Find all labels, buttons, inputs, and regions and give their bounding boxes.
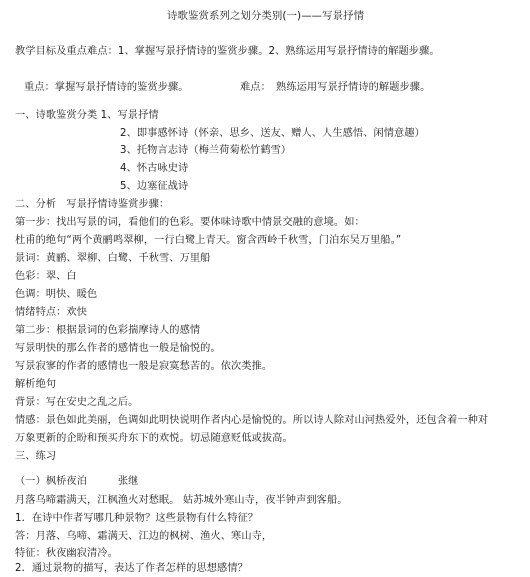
poem-text: 月落乌啼霜满天，江枫渔火对愁眠。 姑苏城外寒山寺，夜半钟声到客船。	[15, 495, 348, 506]
poetry-category-item: 2、即事感怀诗（怀亲、思乡、送友、赠人、人生感悟、闲情意趣）	[120, 128, 425, 139]
document-title: 诗歌鉴赏系列之划分类别(一)——写景抒情	[167, 10, 365, 22]
analysis-line: 背景：写在安史之乱之后。	[15, 397, 139, 408]
exercise-line: 1．在诗中作者写哪几种景物？这些景物有什么特征？	[15, 513, 259, 524]
analysis-line: 情绪特点：欢快	[15, 307, 88, 318]
difficulty-point: 难点： 熟练运用写景抒情诗的解题步骤。	[240, 82, 431, 93]
analysis-line: 万象更新的企盼和预买舟东下的欢悦。切忌随意贬低或拔高。	[15, 433, 293, 444]
analysis-line: 色调：明快、暖色	[15, 289, 98, 300]
analysis-line: 景词：黄鹂、翠柳、白鹭、千秋雪、万里船	[15, 253, 211, 264]
teaching-objectives: 教学目标及重点难点：1、掌握写景抒情诗的鉴赏步骤。2、熟练运用写景抒情诗的解题步骤。	[15, 46, 440, 57]
exercise-line: 答：月落、乌啼、霜满天、江边的枫树、渔火、寒山寺，	[15, 531, 273, 542]
analysis-line: 情感：景色如此美丽，色调如此明快说明作者内心是愉悦的。所以诗人除对山河热爱外，还包含着一种对	[15, 415, 489, 426]
poetry-category-item: 4、怀古咏史诗	[120, 163, 189, 174]
section-2-heading: 二、分析 写景抒情诗鉴赏步骤：	[15, 199, 170, 210]
analysis-line: 写景明快的那么作者的感情也一般是愉悦的。	[15, 343, 221, 354]
key-point: 重点：掌握写景抒情诗的鉴赏步骤。	[24, 82, 189, 93]
analysis-line: 杜甫的绝句“两个黄鹂鸣翠柳，一行白鹭上青天。窗含西岭千秋雪，门泊东吴万里船。”	[15, 235, 402, 246]
section-3-heading: 三、练习	[15, 451, 57, 462]
poem-title: （一）枫桥夜泊 张继	[15, 476, 139, 487]
section-1-heading: 一、诗歌鉴赏分类 1、写景抒情	[15, 110, 159, 121]
analysis-line: 第二步：根据景词的色彩揣摩诗人的感情	[15, 325, 201, 336]
poetry-category-item: 3、托物言志诗（梅兰荷菊松竹鹤雪）	[120, 145, 292, 156]
exercise-line: 特征：秋夜幽寂清冷。	[15, 548, 118, 559]
poetry-category-item: 5、边塞征战诗	[120, 181, 189, 192]
analysis-line: 写景寂寥的作者的感情也一般是寂寞愁苦的。依次类推。	[15, 361, 273, 372]
exercise-line: 2．通过景物的描写，表达了作者怎样的思想感情？	[15, 563, 248, 574]
analysis-line: 解析绝句	[15, 379, 57, 390]
analysis-line: 色彩：翠、白	[15, 271, 77, 282]
analysis-line: 第一步：找出写景的词，看他们的色彩。要体味诗歌中情景交融的意境。如：	[15, 217, 365, 228]
